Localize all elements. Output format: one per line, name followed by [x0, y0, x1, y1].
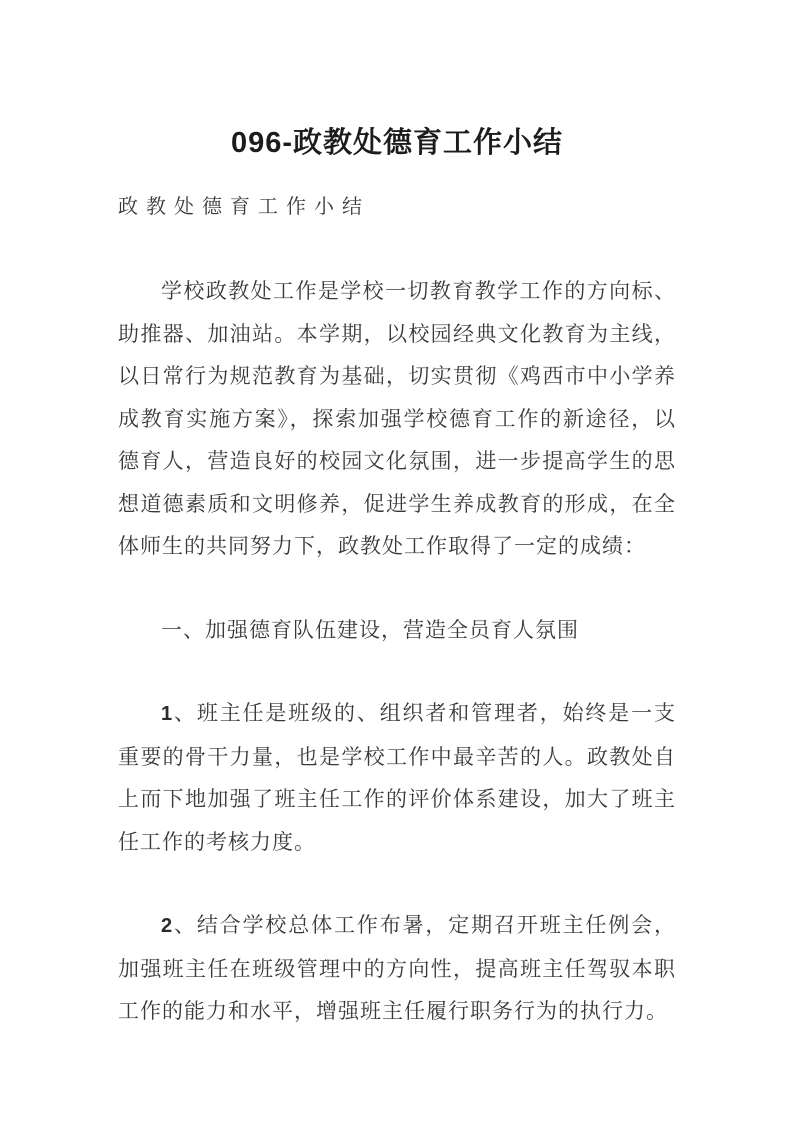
- item-1-number: 1: [161, 703, 174, 725]
- paragraph-intro: 学校政教处工作是学校一切教育教学工作的方向标、助推器、加油站。本学期，以校园经典文化教育为主线，以日常行为规范教育为基础，切实贯彻《鸡西市中小学养成教育实施方案》，探索加强学校德育工作的新途径，以德育人，营造良好的校园文化氛围，进一步提高学生的思想道德素质和文明修养，促进学生养成教育的形成，在全体师生的共同努力下，政教处工作取得了一定的成绩：: [118, 279, 676, 558]
- item-2-number: 2: [161, 915, 174, 937]
- section-heading-1: 一、加强德育队伍建设，营造全员育人氛围: [161, 617, 579, 642]
- title-number-prefix: 096-: [230, 127, 294, 159]
- title-text: 政教处德育工作小结: [293, 127, 564, 159]
- paragraph-item-1: [118, 692, 676, 863]
- document-title: [118, 124, 676, 162]
- paragraph-item-2: [118, 904, 676, 1033]
- item-2-text: 、结合学校总体工作布暑，定期召开班主任例会，加强班主任在班级管理中的方向性，提高班主任驾驭本职工作的能力和水平，增强班主任履行职务行为的执行力。: [118, 913, 676, 1023]
- document-subtitle: 政教处德育工作小结: [118, 196, 370, 218]
- item-1-text: 、班主任是班级的、组织者和管理者，始终是一支重要的骨干力量，也是学校工作中最辛苦的人。政教处自上而下地加强了班主任工作的评价体系建设，加大了班主任工作的考核力度。: [118, 701, 676, 854]
